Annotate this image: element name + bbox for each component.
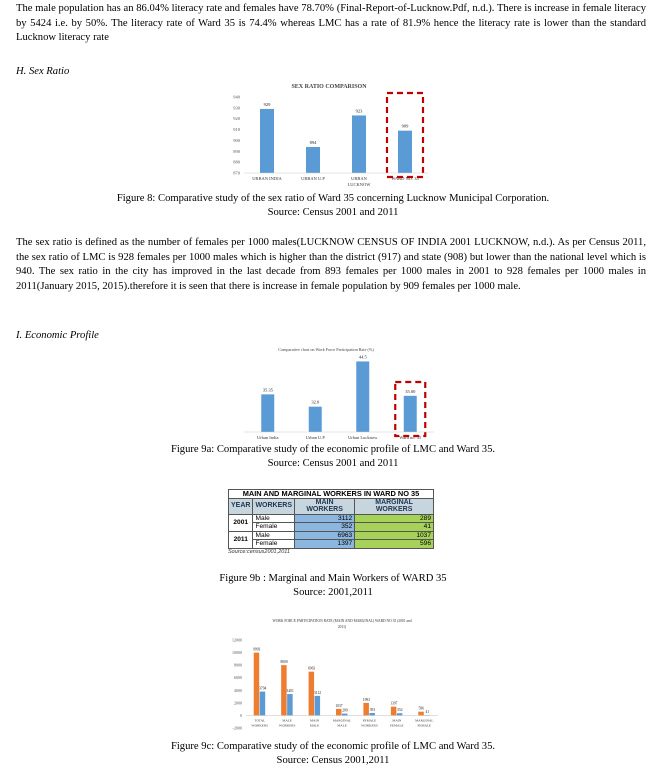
bar: [261, 394, 274, 432]
table-cell-main: 6963: [295, 531, 355, 540]
paragraph-sex-ratio: The sex ratio is defined as the number of females per 1000 males(LUCKNOW CENSUS OF INDIA 2001 LUCKNOW, n.d.). As per Census 2011, the sex ratio of LMC is 928 females per 1000 males which is higher than the district (917) and state (908) but lower than the national level which is 940. The sex ratio in the city has improved in the last decade from 893 females per 1000 males in 2001 to 928 females per 1000 males in 2011(January 2015, 2015).therefore it is seen that there is increase in female population by 909 females per 1000 male.: [16, 237, 646, 292]
x-tick-label: WORKERS: [278, 723, 296, 728]
figure-8-source: Source: Census 2001 and 2011: [267, 207, 399, 218]
y-tick-label: 940: [233, 94, 240, 100]
x-tick-label: MAIN: [392, 718, 402, 723]
chart-title: WORK FORCE PARTICIPATION RATE (MAIN AND MARGINAL) WARD NO 35 (2001 and: [272, 619, 412, 623]
y-tick-label: 900: [233, 137, 240, 143]
x-tick-label: Urban U.P: [305, 435, 325, 440]
x-tick-label: FEMALE: [390, 723, 404, 728]
y-tick-label: 6000: [234, 675, 242, 681]
bar-value-label: 1037: [335, 703, 343, 708]
bar-value-label: 3794: [259, 686, 267, 691]
bar: [352, 115, 366, 173]
table-header-workers: WORKERS: [253, 498, 295, 514]
chart-title: SEX RATIO COMPARISON: [291, 84, 367, 90]
bar: [260, 109, 274, 173]
figure-9c-source: Source: Census 2001,2011: [276, 755, 390, 766]
paragraph-literacy: The male population has an 86.04% literacy rate and females have 78.70% (Final-Report-of-Lucknow.Pdf, n.d.). There is increase in female literacy by 5424 i.e. by 50%. The literacy rate of Ward 35 is 74.4% whereas LMC has a rate of 81.9% hence the literacy rate is lower than the standard Lucknow literacy rate: [16, 3, 646, 43]
y-tick-label: 0: [240, 712, 242, 718]
x-tick-label: MALE: [337, 723, 347, 728]
y-tick-label: 12000: [232, 637, 242, 643]
bar-value-label: 1993: [362, 697, 371, 702]
section-heading-sex-ratio: H. Sex Ratio: [16, 66, 70, 77]
bar: [309, 407, 322, 432]
x-tick-label: MARGINAL: [332, 718, 352, 723]
table-cell-main: 352: [295, 523, 355, 532]
work-force-main-marginal-chart: [224, 616, 442, 738]
bar-value-label: 3112: [314, 690, 322, 695]
y-tick-label: 890: [233, 148, 240, 154]
x-tick-label: WORKERS: [361, 723, 378, 728]
bar-value-label: 35.00: [405, 388, 416, 394]
x-tick-label: URBAN INDIA: [252, 176, 282, 181]
table-cell-marginal: 289: [355, 514, 434, 523]
x-tick-label: MALE: [309, 723, 320, 728]
bar-value-label: 596: [418, 706, 424, 711]
figure-9a-caption: Figure 9a: Comparative study of the economic profile of LMC and Ward 35.: [170, 444, 496, 455]
table-cell-year: 2001: [229, 514, 253, 531]
table-source-note: Source:census2001,2011: [228, 548, 290, 555]
table-header-main-workers: MAIN WORKERS: [295, 498, 355, 514]
x-tick-label: FEMALE: [417, 723, 432, 728]
table-row: [229, 531, 434, 540]
bar: [398, 131, 412, 173]
figure-8-caption: Figure 8: Comparative study of the sex ratio of Ward 35 concerning Lucknow Municipal Corporation.: [116, 193, 550, 204]
table-cell-marginal: 41: [355, 523, 434, 532]
table-header-year: YEAR: [229, 498, 253, 514]
bar-value-label: 289: [342, 708, 348, 713]
bar: [391, 707, 397, 716]
bar-value-label: 393: [369, 707, 376, 712]
bar: [404, 396, 417, 432]
x-tick-label: FEMALE: [362, 718, 377, 723]
table-cell-main: 1397: [295, 540, 355, 549]
table-cell-marginal: 1037: [355, 531, 434, 540]
sex-ratio-chart: [222, 80, 434, 190]
bar-value-label: 41: [425, 710, 430, 715]
bar: [315, 696, 321, 716]
y-tick-label: 4000: [234, 687, 242, 693]
x-tick-label: WARD NO. 35: [391, 176, 419, 181]
bar-value-label: 929: [263, 101, 271, 107]
chart-title: 2011): [337, 625, 347, 629]
figure-9a-source: Source: Census 2001 and 2011: [267, 458, 399, 469]
bar-value-label: 1397: [390, 701, 398, 706]
bar: [363, 703, 369, 716]
bar-value-label: 3401: [286, 689, 294, 694]
bar: [369, 713, 375, 715]
bar: [260, 692, 266, 716]
y-tick-label: 870: [233, 170, 240, 176]
work-force-participation-chart: [226, 340, 438, 440]
x-tick-label: LUCKNOW: [347, 182, 371, 187]
section-heading-economic-profile: I. Economic Profile: [16, 330, 99, 341]
bar: [418, 712, 424, 716]
x-tick-label: URBAN U.P: [301, 176, 325, 181]
bar-value-label: 9993: [253, 647, 261, 652]
bar: [336, 709, 342, 716]
x-tick-label: MARGINAL: [415, 718, 434, 723]
table-cell-marginal: 596: [355, 540, 434, 549]
bar: [356, 361, 369, 432]
figure-9b-source: Source: 2001,2011: [293, 587, 373, 598]
main-marginal-workers-table: [228, 489, 434, 555]
table-title: MAIN AND MARGINAL WORKERS IN WARD NO 35: [229, 490, 434, 499]
chart-title: Comparative chart on Work Force Participation Rate (%): [278, 347, 374, 352]
y-tick-label: 920: [233, 116, 240, 122]
table-cell-worker: Male: [253, 514, 295, 523]
bar-value-label: 923: [355, 108, 363, 114]
x-tick-label: Urban Lucknow: [348, 435, 378, 440]
y-tick-label: 8000: [234, 662, 242, 668]
y-tick-label: 880: [233, 159, 240, 165]
bar-value-label: 909: [401, 123, 409, 129]
x-tick-label: MALE: [282, 718, 292, 723]
table-cell-year: 2011: [229, 531, 253, 548]
table-row: [229, 514, 434, 523]
figure-9c-caption: Figure 9c: Comparative study of the economic profile of LMC and Ward 35.: [170, 741, 496, 752]
y-tick-label: 2000: [234, 700, 242, 706]
bar-value-label: 352: [397, 708, 403, 713]
table-row: [229, 523, 434, 532]
table-header-marginal-workers: MARGINAL WORKERS: [355, 498, 434, 514]
table-cell-worker: Male: [253, 531, 295, 540]
table-cell-main: 3112: [295, 514, 355, 523]
x-tick-label: URBAN: [351, 176, 367, 181]
table-cell-worker: Female: [253, 540, 295, 549]
y-tick-label: -2000: [232, 725, 242, 731]
bar: [342, 714, 348, 716]
bar-value-label: 35.35: [262, 387, 273, 393]
bar: [397, 713, 403, 715]
y-tick-label: 10000: [232, 650, 242, 656]
bar-value-label: 44.5: [358, 354, 367, 360]
bar-value-label: 894: [309, 139, 317, 145]
bar: [287, 694, 293, 715]
figure-9b-caption: Figure 9b : Marginal and Main Workers of WARD 35: [219, 573, 447, 584]
x-tick-label: Ward no. 35: [399, 435, 422, 440]
x-tick-label: Urban India: [256, 435, 279, 440]
x-tick-label: TOTAL: [254, 718, 266, 723]
bar-value-label: 6963: [307, 666, 316, 671]
table-row: [229, 540, 434, 549]
x-tick-label: MAIN: [310, 718, 320, 723]
y-tick-label: 910: [233, 127, 240, 133]
bar: [306, 147, 320, 173]
bar-value-label: 32.0: [311, 399, 320, 405]
y-tick-label: 930: [233, 105, 240, 111]
x-tick-label: WORKERS: [251, 723, 269, 728]
bar-value-label: 8000: [280, 660, 288, 665]
bar: [254, 653, 260, 716]
table-cell-worker: Female: [253, 523, 295, 532]
